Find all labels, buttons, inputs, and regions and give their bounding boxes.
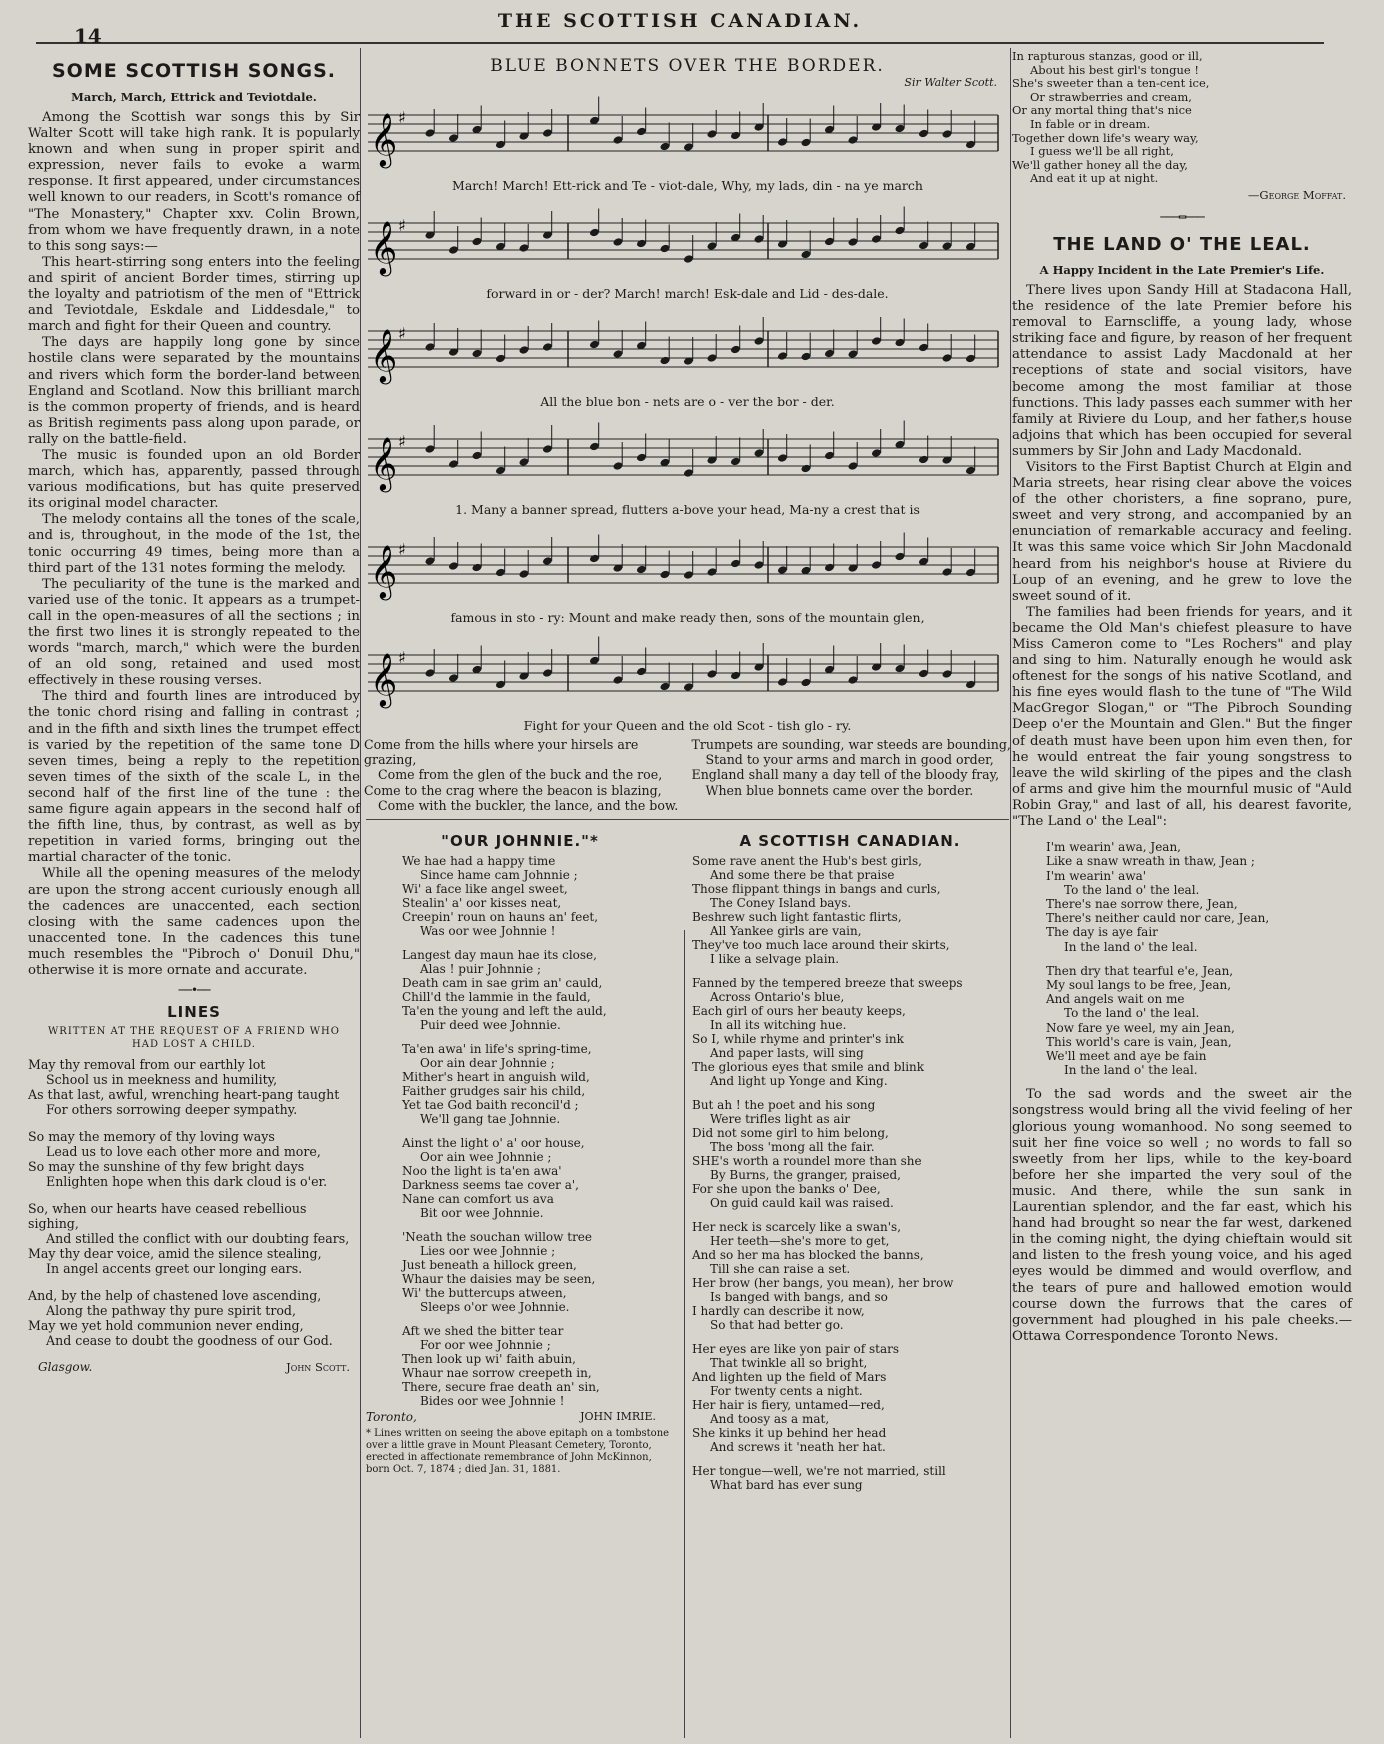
verse-line: Each girl of ours her beauty keeps, [692, 1004, 906, 1019]
verse-line: My soul langs to be free, Jean, [1046, 977, 1232, 992]
verse-line: Was oor wee Johnnie ! [420, 924, 556, 939]
verse-line: And, by the help of chastened love ascending, [28, 1288, 322, 1304]
verse-line: Then dry that tearful e'e, Jean, [1046, 963, 1234, 978]
staff-lines [368, 525, 1008, 605]
verse-line: There's nae sorrow there, Jean, [1046, 896, 1238, 911]
staff-lyric: 1. Many a banner spread, flutters a-bove your head, Ma-ny a crest that is [455, 502, 920, 517]
music-composer: Sir Walter Scott. [904, 76, 997, 89]
verse-line: We'll meet and aye be fain [1046, 1048, 1207, 1063]
verse-line: Her neck is scarcely like a swan's, [692, 1220, 902, 1235]
verse-line: So I, while rhyme and printer's ink [692, 1032, 904, 1047]
stanza [402, 1042, 674, 1126]
verse-line: The glorious eyes that smile and blink [692, 1060, 925, 1075]
verse-line: By Burns, the granger, praised, [710, 1168, 901, 1183]
stanza [692, 1098, 1008, 1210]
stanza [402, 1230, 674, 1314]
music-staff [360, 305, 1015, 413]
verse-line: Some rave anent the Hub's best girls, [692, 854, 922, 869]
verse-line: Sleeps o'or wee Johnnie. [420, 1300, 570, 1315]
verse-line: Chill'd the lammie in the fauld, [402, 990, 591, 1005]
verse-line: May we yet hold communion never ending, [28, 1318, 304, 1334]
verse-line: There, secure frae death an' sin, [402, 1380, 600, 1395]
verse-line: Trumpets are sounding, war steeds are bounding, [691, 737, 1011, 752]
verse-line: Darkness seems tae cover a', [402, 1178, 579, 1193]
verse-line: And angels wait on me [1046, 992, 1185, 1007]
verse-line: And cease to doubt the goodness of our God. [46, 1333, 333, 1349]
verse-line: The Coney Island bays. [710, 896, 852, 911]
verse-line: May thy dear voice, amid the silence stealing, [28, 1246, 322, 1262]
verse-line: I hardly can describe it now, [692, 1304, 865, 1319]
sharp-icon: ♯ [398, 216, 406, 235]
verse-line: And screws it 'neath her hat. [710, 1440, 886, 1455]
verse-line: Wi' a face like angel sweet, [402, 882, 568, 897]
verse-line: I'm wearin' awa, Jean, [1046, 840, 1181, 855]
verse-line: And lighten up the field of Mars [692, 1370, 887, 1385]
verse-line: SHE's worth a roundel more than she [692, 1154, 922, 1169]
verse-line: Now fare ye weel, my ain Jean, [1046, 1020, 1235, 1035]
verse-line: In fable or in dream. [1030, 116, 1151, 131]
verse-line: For twenty cents a night. [710, 1384, 863, 1399]
verse-line: On guid cauld kail was raised. [710, 1196, 894, 1211]
paper-title: THE SCOTTISH CANADIAN. [497, 10, 863, 32]
johnnie-footnote: * Lines written on seeing the above epitaph on a tombstone over a little grave in Mount Pleasant Cemetery, Toronto, erected in affectionate remembrance of John McKinnon, born Oct. 7, 1874 ; died Jan. 31, 1881. [366, 1428, 670, 1476]
article-subheading: March, March, Ettrick and Teviotdale. [71, 90, 317, 104]
stanza [692, 1220, 1008, 1332]
verse-line: Or strawberries and cream, [1030, 89, 1192, 104]
verse-line: She kinks it up behind her head [692, 1426, 887, 1441]
staff-lyric: March! March! Ett-rick and Te - viot-dale, Why, my lads, din - na ye march [452, 178, 923, 193]
verse-line: I'm wearin' awa' [1046, 868, 1147, 883]
verse-line: School us in meekness and humility, [46, 1072, 278, 1088]
staff-lyric: forward in or - der? March! march! Esk-dale and Lid - des-dale. [486, 286, 889, 301]
leal-closing-wrap [1012, 1087, 1352, 1345]
verse-line: So, when our hearts have ceased rebellious sighing, [28, 1201, 307, 1232]
section-divider [366, 819, 1009, 820]
verse-line: There's neither cauld nor care, Jean, [1046, 911, 1270, 926]
verse-line: Wi' the buttercups atween, [402, 1286, 567, 1301]
verse-line: Bides oor wee Johnnie ! [420, 1394, 565, 1409]
leal-body [1012, 283, 1352, 830]
staff-lines [368, 201, 1008, 281]
verse-line: To the land o' the leal. [1064, 1006, 1200, 1021]
verse-line: And so her ma has blocked the banns, [692, 1248, 924, 1263]
stanza [692, 1464, 1008, 1492]
paragraph: This heart-stirring song enters into the feeling and spirit of ancient Border times, stirring up the loyalty and patriotism of the men of "Ettrick and Teviotdale, Eskdale and Liddesdale," to march and fight for their Queen and country. [28, 254, 360, 335]
verse-line: Across Ontario's blue, [710, 990, 845, 1005]
verse-line: Oor ain dear Johnnie ; [420, 1056, 555, 1071]
verse-line: And some there be that praise [710, 868, 895, 883]
verse-line: Oor ain wee Johnnie ; [420, 1150, 552, 1165]
sharp-icon: ♯ [398, 324, 406, 343]
verse-line: Her hair is fiery, untamed—red, [692, 1398, 885, 1413]
left-column [28, 50, 360, 1374]
music-staff [360, 521, 1015, 629]
verse-line: We'll gang tae Johnnie. [420, 1112, 561, 1127]
johnnie-title: "OUR JOHNNIE."* [441, 832, 599, 851]
poem-author: —George Moffat. [1247, 187, 1346, 202]
stanza [402, 854, 674, 938]
paragraph: The third and fourth lines are introduced by the tonic chord rising and falling in contrast ; and in the fifth and sixth lines the trumpet effect is varied by the repetition of the same tone D seven times, being a reply to the repetition seven times of the sixth of the scale L, in the second half of the first line of the tune : the same figure again appears in the second half of the fifth line, thus, by contrast, as well as by repetition in varied forms, bringing out the martial character of the tonic. [28, 689, 360, 866]
paragraph: Among the Scottish war songs this by Sir Walter Scott will take high rank. It is popularly known and when sung in proper spirit and expression, never fails to evoke a warm response. It first appeared, under circumstances well known to our readers, in Scott's romance of "The Monastery," Chapter xxv. Colin Brown, from whom we have frequently drawn, in a note to this song says:— [28, 110, 360, 254]
paragraph: Visitors to the First Baptist Church at Elgin and Maria streets, hear rising clear above the voices of the other choristers, a fine soprano, pure, sweet and very strong, and accompanied by an enunciation of remarkable accuracy and feeling. It was this same voice which Sir John Macdonald heard from his neighbor's house at Riviere du Loup of an evening, and he grew to love the sweet sound of it. [1012, 459, 1352, 604]
verse-line: So may the sunshine of thy few bright days [28, 1159, 305, 1175]
verse-line: May thy removal from our earthly lot [28, 1057, 266, 1073]
verse-line: Fanned by the tempered breeze that sweeps [692, 976, 963, 991]
lines-place: Glasgow. [38, 1360, 93, 1375]
music-staff [360, 413, 1015, 521]
verse-line: Aft we shed the bitter tear [402, 1324, 564, 1339]
paragraph: The days are happily long gone by since hostile clans were separated by the mountains and rivers which form the border-land between England and Scotland. Now this brilliant march is the common property of friends, and is heard as British regiments pass along upon parade, or rally on the battle-field. [28, 335, 360, 447]
paragraph: While all the opening measures of the melody are upon the strong accent curiously enough all the cadences are unaccented, each section closing with the same cadences upon the unaccented tone. In the cadences this tune much resembles the "Pibroch o' Donuil Dhu," otherwise it is more ornate and accurate. [28, 866, 360, 978]
article-heading: SOME SCOTTISH SONGS. [52, 60, 336, 82]
stanza [28, 1057, 360, 1117]
verse-line: Her eyes are like yon pair of stars [692, 1342, 900, 1357]
treble-clef-icon: 𝄞 [370, 220, 398, 274]
verse-line: That twinkle all so bright, [710, 1356, 868, 1371]
ornament-divider: ───═─── [1160, 209, 1204, 224]
staff-lines [368, 309, 1008, 389]
article-body [28, 110, 360, 979]
verse-line: Were trifles light as air [710, 1112, 851, 1127]
right-column [1012, 50, 1352, 1345]
leal-subtitle: A Happy Incident in the Late Premier's Life. [1039, 262, 1325, 277]
verse-line: And toosy as a mat, [710, 1412, 830, 1427]
paragraph: The families had been friends for years, and it became the Old Man's chiefest pleasure to have Miss Cameron come to "Les Rochers" and play and sing to him. Naturally enough he would ask oftenest for the songs of his native Scotland, and his fine eyes would flash to the tune of "The Wild MacGregor Slogan," or "The Pibroch Sounding Deep o'er the Mountain and Glen." But the finger of death must have been upon him even then, for he would entreat the fair young songstress to leave the wild skirling of the pipes and the clash of arms and give him the mournful music of "Auld Robin Gray," and last of all, his dearest favorite, "The Land o' the Leal": [1012, 604, 1352, 830]
music-title: BLUE BONNETS OVER THE BORDER. [490, 56, 885, 76]
verse-line: Since hame cam Johnnie ; [420, 868, 578, 883]
verse-line: Or any mortal thing that's nice [1012, 103, 1192, 118]
verse-line: In the land o' the leal. [1064, 1063, 1198, 1078]
johnnie-poem [366, 854, 674, 1408]
lines-poem [28, 1057, 360, 1348]
sheet-music [360, 89, 1015, 737]
verse-line: Lies oor wee Johnnie ; [420, 1244, 556, 1259]
staff-lyric: All the blue bon - nets are o - ver the bor - der. [540, 394, 835, 409]
verse-line: Come with the buckler, the lance, and the bow. [378, 797, 679, 813]
sharp-icon: ♯ [398, 648, 406, 667]
stanza [692, 854, 1008, 966]
music-extra-stanzas [360, 737, 1015, 813]
stanza [692, 976, 1008, 1088]
verse-line: But ah ! the poet and his song [692, 1098, 876, 1113]
verse-line: And eat it up at night. [1030, 171, 1159, 186]
verse-line: What bard has ever sung [710, 1478, 863, 1493]
verse-line: Those flippant things in bangs and curls, [692, 882, 941, 897]
leal-song [1046, 840, 1352, 1077]
music-stanza-right [692, 737, 1012, 813]
verse-line: 'Neath the souchan willow tree [402, 1230, 593, 1245]
verse-line: For others sorrowing deeper sympathy. [46, 1102, 298, 1118]
verse-line: Bit oor wee Johnnie. [420, 1206, 544, 1221]
verse-line: Puir deed wee Johnnie. [420, 1018, 561, 1033]
canadian-poem [692, 854, 1008, 1492]
stanza [1046, 840, 1352, 954]
verse-line: Like a snaw wreath in thaw, Jean ; [1046, 854, 1255, 869]
verse-line: Nane can comfort us ava [402, 1192, 554, 1207]
johnnie-author: JOHN IMRIE. [580, 1410, 656, 1424]
stanza [402, 1136, 674, 1220]
verse-line: I like a selvage plain. [710, 952, 840, 967]
verse-line: Ta'en the young and left the auld, [402, 1004, 607, 1019]
sharp-icon: ♯ [398, 540, 406, 559]
verse-line: Beshrew such light fantastic flirts, [692, 910, 902, 925]
music-staff [360, 89, 1015, 197]
music-staff [360, 629, 1015, 737]
verse-line: Her teeth—she's more to get, [710, 1234, 890, 1249]
verse-line: Till she can raise a set. [710, 1262, 851, 1277]
verse-line: Her brow (her bangs, you mean), her brow [692, 1276, 954, 1291]
leal-closing: To the sad words and the sweet air the songstress would bring all the vivid feeling of her glorious young womanhood. No song seemed to suit her fine voice so well ; no words to fall so sweetly from her lips, while to the key-board before her she imparted the very soul of the music. And there, while the sun sank in Laurentian splendor, and the far east, which his hand had brought so near the far west, darkened in the coming night, the dying chieftain would sit and listen to the fresh young voice, and his aged eyes would be dimmed and would overflow, and the tears of pure and hallowed emotion would course down the furrows that the cares of government had ploughed in his pale cheeks.—Ottawa Correspondence Toronto News. [1012, 1087, 1352, 1344]
staff-lyric: famous in sto - ry: Mount and make ready then, sons of the mountain glen, [450, 610, 925, 625]
verse-line: All Yankee girls are vain, [710, 924, 862, 939]
stanza [28, 1288, 360, 1348]
lines-subtitle: WRITTEN AT THE REQUEST OF A FRIEND WHO HAD LOST A CHILD. [48, 1026, 340, 1051]
staff-lines [368, 633, 1008, 713]
verse-line: We hae had a happy time [402, 854, 556, 869]
sharp-icon: ♯ [398, 432, 406, 451]
lines-author: John Scott. [286, 1360, 350, 1375]
verse-line: When blue bonnets came over the border. [705, 782, 974, 798]
verse-line: Yet tae God baith reconcil'd ; [402, 1098, 579, 1113]
stanza [1046, 964, 1352, 1078]
sharp-icon: ♯ [398, 108, 406, 127]
staff-lyric: Fight for your Queen and the old Scot - tish glo - ry. [523, 718, 852, 733]
stanza [692, 1342, 1008, 1454]
verse-line: We'll gather honey all the day, [1012, 157, 1188, 172]
verse-line: The day is aye fair [1046, 925, 1158, 940]
verse-line: She's sweeter than a ten-cent ice, [1012, 76, 1210, 91]
verse-line: And stilled the conflict with our doubting fears, [46, 1231, 350, 1247]
verse-line: In all its witching hue. [710, 1018, 847, 1033]
verse-line: Just beneath a hillock green, [402, 1258, 577, 1273]
stanza [402, 948, 674, 1032]
verse-line: Creepin' roun on hauns an' feet, [402, 910, 599, 925]
verse-line: As that last, awful, wrenching heart-pang taught [28, 1087, 340, 1103]
staff-lines [368, 93, 1008, 173]
verse-line: To the land o' the leal. [1064, 882, 1200, 897]
verse-line: Death cam in sae grim an' cauld, [402, 976, 603, 991]
verse-line: About his best girl's tongue ! [1030, 62, 1199, 77]
verse-line: Faither grudges sair his child, [402, 1084, 586, 1099]
canadian-title: A SCOTTISH CANADIAN. [739, 832, 961, 851]
verse-line: Lead us to love each other more and more, [46, 1144, 321, 1160]
stanza [28, 1201, 360, 1276]
verse-line: Together down life's weary way, [1012, 130, 1199, 145]
verse-line: In angel accents greet our longing ears. [46, 1261, 303, 1277]
verse-line: And paper lasts, will sing [710, 1046, 864, 1061]
verse-line: And light up Yonge and King. [710, 1074, 888, 1089]
music-stanza-left [364, 737, 684, 813]
verse-line: Stealin' a' oor kisses neat, [402, 896, 562, 911]
johnnie-place: Toronto, [366, 1410, 417, 1425]
paragraph: The peculiarity of the tune is the marked and varied use of the tonic. It appears as a trumpet-call in the open-measures of all the sections ; in the first two lines it is strongly repeated to the words "march, march," which were the burden of an old song, retained and used most effectively in these rousing verses. [28, 576, 360, 689]
canadian-column [682, 826, 1012, 1502]
verse-line: Noo the light is ta'en awa' [402, 1164, 562, 1179]
treble-clef-icon: 𝄞 [370, 328, 398, 382]
page-header [36, 6, 1324, 48]
center-column [360, 50, 1015, 1502]
verse-line: Her tongue—well, we're not married, still [692, 1464, 946, 1479]
verse-line: In rapturous stanzas, good or ill, [1012, 49, 1203, 63]
verse-line: England shall many a day tell of the bloody fray, [691, 767, 1000, 783]
verse-line: Langest day maun hae its close, [402, 948, 597, 963]
verse-line: Come to the crag where the beacon is blazing, [364, 782, 662, 798]
verse-line: Alas ! puir Johnnie ; [420, 962, 542, 977]
paragraph: The music is founded upon an old Border march, which has, apparently, passed through various modifications, but has quite preserved its original model character. [28, 447, 360, 512]
verse-line: Whaur the daisies may be seen, [402, 1272, 596, 1287]
verse-line: Mither's heart in anguish wild, [402, 1070, 590, 1085]
verse-line: Stand to your arms and march in good order, [705, 752, 994, 768]
johnnie-column [360, 826, 682, 1502]
stanza [28, 1129, 360, 1189]
verse-line: For she upon the banks o' Dee, [692, 1182, 881, 1197]
verse-line: Is banged with bangs, and so [710, 1290, 888, 1305]
verse-line: Along the pathway thy pure spirit trod, [46, 1303, 296, 1319]
stanza [402, 1324, 674, 1408]
page-number: 14 [74, 24, 102, 48]
poem-continued [1012, 50, 1352, 186]
verse-line: So that had better go. [710, 1318, 844, 1333]
verse-line: Ta'en awa' in life's spring-time, [402, 1042, 592, 1057]
treble-clef-icon: 𝄞 [370, 544, 398, 598]
treble-clef-icon: 𝄞 [370, 652, 398, 706]
paragraph: There lives upon Sandy Hill at Stadacona Hall, the residence of the late Premier before his removal to Earnscliffe, a young lady, whose striking face and figure, by reason of her frequent attendance to assist Lady Macdonald at her receptions of state and social visitors, have become among the most familiar at those functions. This lady passes each summer with her family at Riviere du Loup, and her father,s house adjoins that which has been occupied for several summers by Sir John and Lady Macdonald. [1012, 282, 1352, 459]
verse-line: For oor wee Johnnie ; [420, 1338, 551, 1353]
leal-title: THE LAND O' THE LEAL. [1053, 233, 1311, 255]
lines-title: LINES [167, 1003, 221, 1022]
verse-line: Ainst the light o' a' oor house, [402, 1136, 585, 1151]
verse-line: Then look up wi' faith abuin, [402, 1352, 576, 1367]
music-staff [360, 197, 1015, 305]
staff-lines [368, 417, 1008, 497]
verse-line: Whaur nae sorrow creepeth in, [402, 1366, 592, 1381]
verse-line: They've too much lace around their skirts, [692, 938, 950, 953]
verse-line: So may the memory of thy loving ways [28, 1129, 275, 1145]
verse-line: This world's care is vain, Jean, [1046, 1034, 1232, 1049]
ornament-divider: ──•── [178, 983, 210, 998]
treble-clef-icon: 𝄞 [370, 436, 398, 490]
verse-line: The boss 'mong all the fair. [710, 1140, 875, 1155]
verse-line: In the land o' the leal. [1064, 939, 1198, 954]
verse-line: Enlighten hope when this dark cloud is o'er. [46, 1174, 328, 1190]
stanza [1012, 50, 1352, 186]
verse-line: Come from the glen of the buck and the roe, [378, 767, 663, 783]
paragraph: The melody contains all the tones of the scale, and is, throughout, in the mode of the 1st, the tonic occurring 49 times, being more than a third part of the 131 notes forming the melody. [28, 512, 360, 576]
verse-line: I guess we'll be all right, [1030, 144, 1174, 159]
verse-line: Did not some girl to him belong, [692, 1126, 889, 1141]
verse-line: Come from the hills where your hirsels are grazing, [364, 737, 639, 768]
treble-clef-icon: 𝄞 [370, 112, 398, 166]
